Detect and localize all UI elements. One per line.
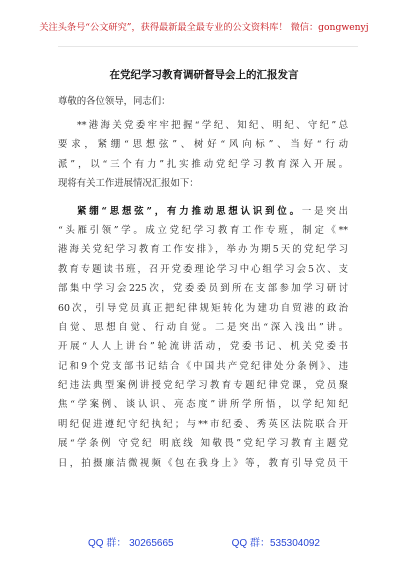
paragraph-spacer (58, 194, 348, 202)
footer-qq-group-2: QQ 群：535304092 (231, 538, 320, 549)
footer-qq-group-1: QQ 群： 30265665 (88, 538, 174, 549)
paragraph-line: 明纪促进遵纪守纪执纪；与**市纪委、秀英区法院联合开 (58, 418, 348, 430)
paragraph-line: “头雁引领”学。成立党纪学习教育工作专班，制定《** (58, 224, 348, 236)
greeting: 尊敬的各位领导，同志们： (58, 96, 171, 107)
paragraph-line: 日，拍摄廉洁微视频《包在我身上》等，教育引导党员干 (58, 457, 348, 469)
document-body (58, 92, 348, 473)
header-divider (58, 46, 358, 47)
section-heading-tail: 一是突出 (301, 205, 348, 217)
paragraph-line: 港海关党纪学习教育工作安排》，举办为期5天的党纪学习 (58, 244, 348, 256)
paragraph-line: 开展“人人上讲台”轮流讲活动，党委书记、机关党委书 (58, 341, 348, 353)
footer-contacts (0, 537, 408, 550)
paragraph-line: 教育专题读书班，召开党委理论学习中心组学习会5次、支 (58, 263, 348, 275)
paragraph-line: 60次，引导党员真正把纪律规矩转化为建功自贸港的政治 (58, 302, 348, 314)
section-heading-line (58, 202, 348, 221)
paragraph-line: 要求，紧绷“思想弦”、树好“风向标”、当好“行动 (58, 139, 348, 151)
header-banner: 关注头条号“公文研究”，获得最新最全最专业的公文资料库！ 微信：gongwenyj (39, 22, 369, 33)
paragraph-section-one (58, 202, 348, 473)
paragraph-line: 部集中学习会225次，党委委员到所在支部参加学习研讨 (58, 283, 348, 295)
paragraph-line: 焦“学案例、谈认识、亮态度”讲所学所悟，以学纪知纪 (58, 399, 348, 411)
paragraph-line: 现将有关工作进展情况汇报如下： (58, 178, 199, 190)
paragraph-line: 展“学条例 守党纪 明底线 知敬畏”党纪学习教育主题党 (58, 438, 348, 450)
paragraph-intro (58, 116, 348, 194)
paragraph-line: **港海关党委牢牢把握“学纪、知纪、明纪、守纪”总 (77, 120, 348, 131)
paragraph-line: 纪违法典型案例讲授党纪学习教育专题纪律党课，党员聚 (58, 380, 348, 392)
paragraph-line: 记和9个党支部书记结合《中国共产党纪律处分条例》、违 (58, 360, 348, 372)
paragraph-line: 自觉、思想自觉、行动自觉。二是突出“深入浅出”讲。 (58, 321, 348, 333)
paragraph-line: 派”，以“三个有力”扎实推动党纪学习教育深入开展。 (58, 158, 348, 170)
section-heading: 紧绷“思想弦”，有力推动思想认识到位。 (77, 205, 302, 217)
document-title: 在党纪学习教育调研督导会上的汇报发言 (109, 69, 299, 81)
